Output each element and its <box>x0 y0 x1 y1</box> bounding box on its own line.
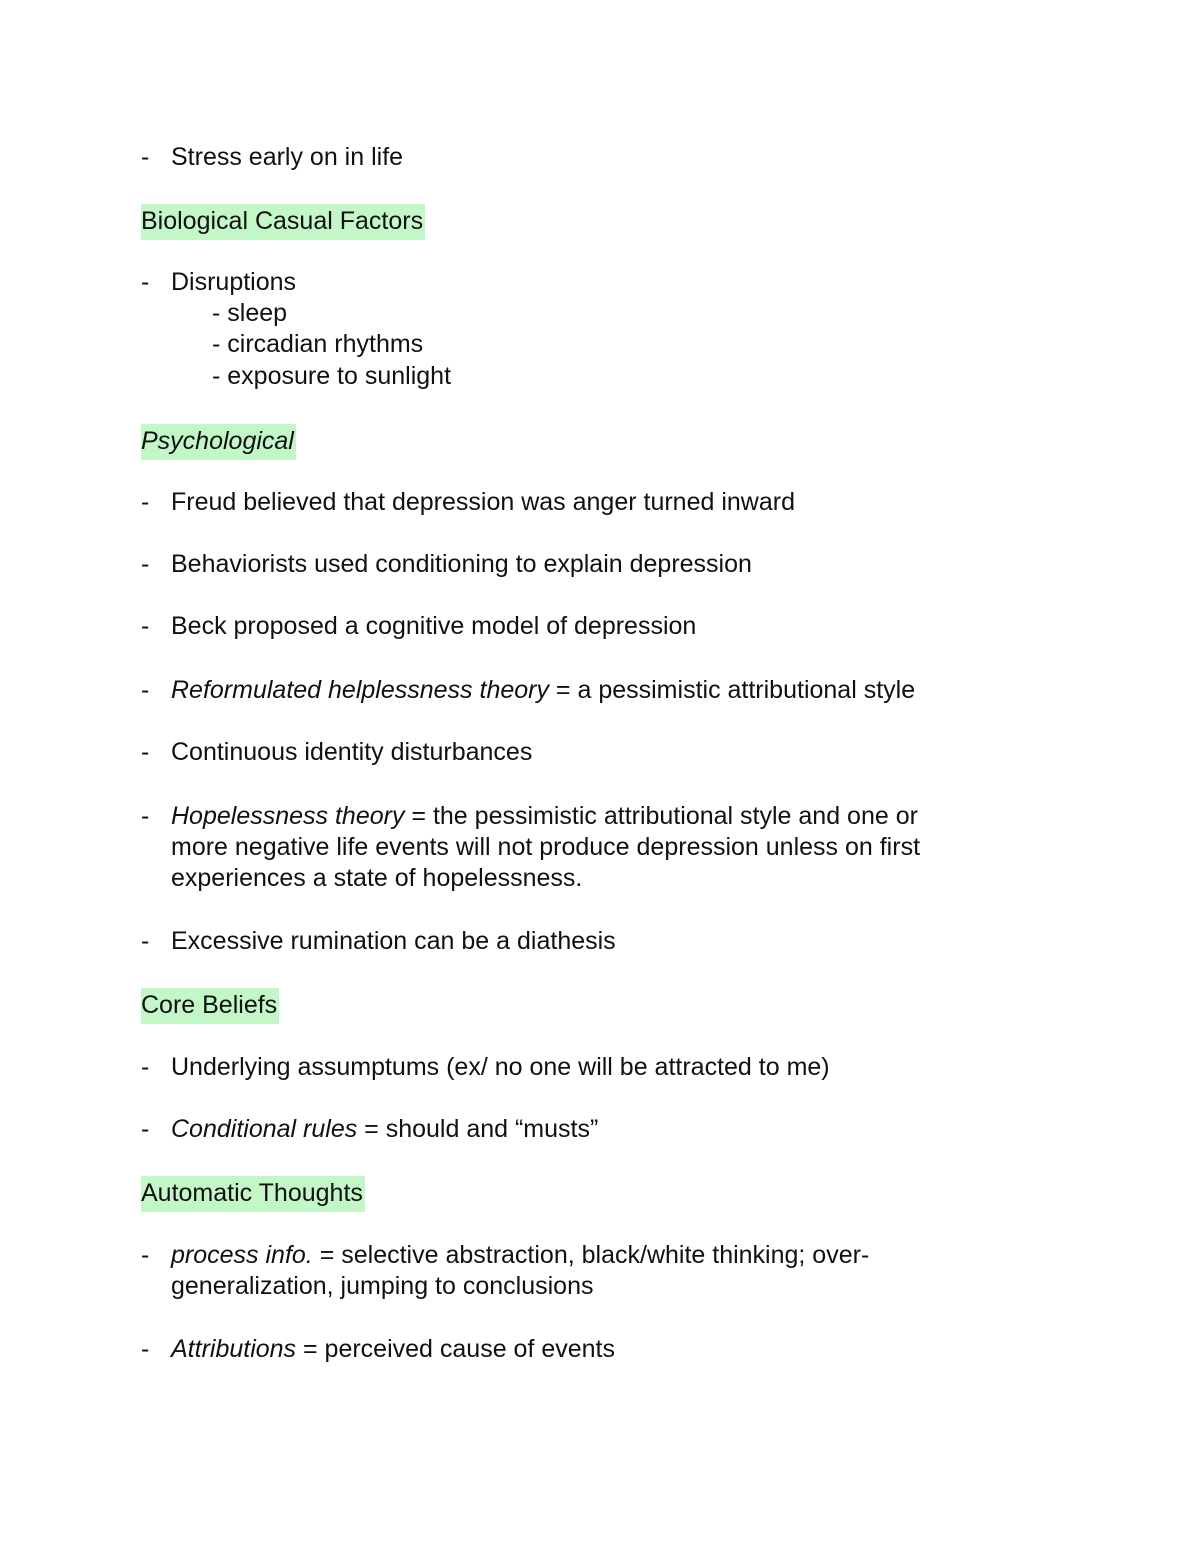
list-item-continuation: generalization, jumping to conclusions <box>171 1272 594 1300</box>
term-text: Hopelessness theory <box>171 802 405 830</box>
list-item <box>171 1240 869 1271</box>
bullet-marker: - <box>141 802 150 830</box>
list-item: Underlying assumptums (ex/ no one will be attracted to me) <box>171 1053 830 1081</box>
list-item-continuation: experiences a state of hopelessness. <box>171 864 583 892</box>
list-item: Continuous identity disturbances <box>171 738 533 766</box>
list-item <box>171 1334 615 1365</box>
bullet-marker: - <box>141 927 150 955</box>
bullet-marker: - <box>141 612 150 640</box>
list-item: Freud believed that depression was anger turned inward <box>171 488 795 516</box>
bullet-marker: - <box>141 1053 150 1081</box>
bullet-marker: - <box>141 488 150 516</box>
term-text: Attributions <box>171 1335 297 1363</box>
list-item <box>171 801 918 832</box>
list-item <box>171 1114 598 1145</box>
list-item <box>171 675 915 706</box>
list-item: Disruptions <box>171 268 297 296</box>
section-heading-automatic-thoughts: Automatic Thoughts <box>141 1176 365 1212</box>
definition-text: = perceived cause of events <box>296 1335 616 1363</box>
bullet-marker: - <box>141 738 150 766</box>
list-item: Beck proposed a cognitive model of depression <box>171 612 697 640</box>
definition-text: = a pessimistic attributional style <box>548 676 916 704</box>
bullet-marker: - <box>141 1115 150 1143</box>
list-item: Excessive rumination can be a diathesis <box>171 927 616 955</box>
list-item-continuation: more negative life events will not produce depression unless on first <box>171 833 921 861</box>
section-heading-psychological: Psychological <box>141 424 296 460</box>
bullet-marker: - <box>141 268 150 296</box>
definition-text: = the pessimistic attributional style and one or <box>404 802 918 830</box>
sub-list-item: - exposure to sunlight <box>212 362 452 390</box>
bullet-marker: - <box>141 1241 150 1269</box>
term-text: Reformulated helplessness theory <box>171 676 549 704</box>
definition-text: = should and “musts” <box>357 1115 599 1143</box>
list-item: Stress early on in life <box>171 143 404 171</box>
sub-list-item: - circadian rhythms <box>212 330 424 358</box>
term-text: process info. <box>171 1241 313 1269</box>
list-item: Behaviorists used conditioning to explain depression <box>171 550 752 578</box>
section-heading-biological: Biological Casual Factors <box>141 204 425 240</box>
bullet-marker: - <box>141 550 150 578</box>
bullet-marker: - <box>141 676 150 704</box>
definition-text: = selective abstraction, black/white thinking; over- <box>312 1241 870 1269</box>
section-heading-core-beliefs: Core Beliefs <box>141 988 279 1024</box>
bullet-marker: - <box>141 1335 150 1363</box>
bullet-marker: - <box>141 143 150 171</box>
sub-list-item: - sleep <box>212 299 288 327</box>
term-text: Conditional rules <box>171 1115 358 1143</box>
